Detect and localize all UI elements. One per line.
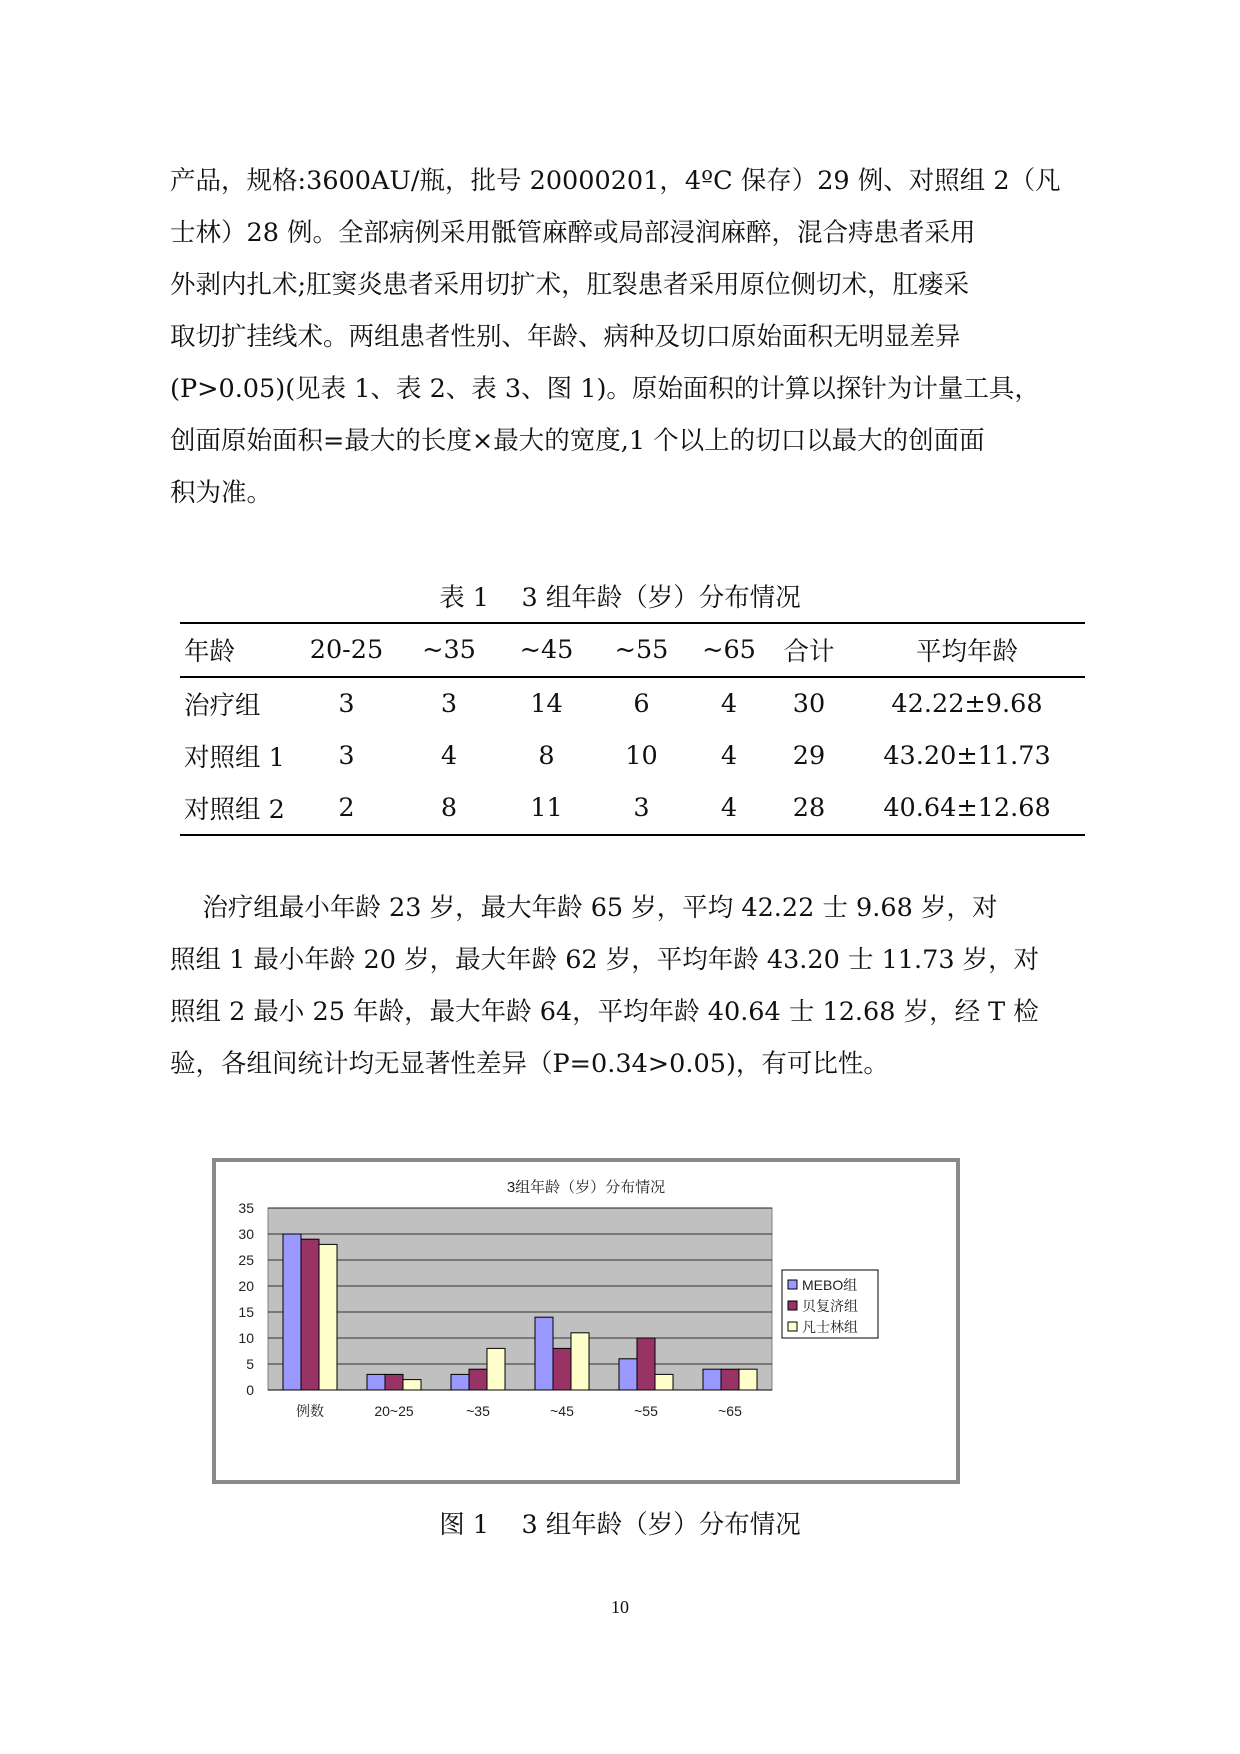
x-tick-label: ~55 — [634, 1403, 658, 1419]
bar — [469, 1369, 487, 1390]
table-caption: 表 1 3 组年龄（岁）分布情况 — [439, 583, 801, 613]
bar — [403, 1380, 421, 1390]
bar — [451, 1374, 469, 1390]
table-cell: 2 — [294, 782, 399, 835]
table-row — [180, 677, 1085, 730]
page-number: 10 — [611, 1597, 629, 1617]
table-header-cell: ~55 — [594, 623, 689, 677]
table-cell: 29 — [792, 741, 826, 771]
bar — [721, 1369, 739, 1390]
bar — [703, 1369, 721, 1390]
text-line: 外剥内扎术;肛窦炎患者采用切扩术，肛裂患者采用原位侧切术，肛瘘采 — [170, 270, 970, 300]
x-tick-label: ~65 — [718, 1403, 742, 1419]
table-row — [180, 782, 1085, 835]
text-line: 验，各组间统计均无显著性差异（P=0.34>0.05)，有可比性。 — [170, 1049, 889, 1079]
text-line: 产品，规格:3600AU/瓶，批号 20000201，4ºC 保存）29 例、对照组 2（凡 — [170, 166, 1061, 196]
text-line: 照组 2 最小 25 年龄，最大年龄 64，平均年龄 40.64 士 12.68 岁，经 T 检 — [170, 997, 1039, 1027]
table-header-cell: ~35 — [399, 623, 499, 677]
legend-swatch — [788, 1301, 797, 1310]
bar — [637, 1338, 655, 1390]
table-cell: 3 — [338, 689, 355, 719]
table-cell: 14 — [530, 689, 563, 719]
table-header-cell: 合计 — [769, 623, 849, 677]
bar — [655, 1374, 673, 1390]
table-header-cell: ~45 — [499, 623, 594, 677]
table-cell: 4 — [720, 689, 738, 719]
y-tick-label: 5 — [246, 1356, 254, 1372]
bar-chart — [216, 1162, 956, 1480]
bar — [301, 1239, 319, 1390]
table-cell: 4 — [440, 741, 458, 771]
bar — [571, 1333, 589, 1390]
y-tick-label: 30 — [238, 1226, 254, 1242]
table-cell: 3 — [594, 782, 689, 835]
table-cell: 30 — [792, 689, 826, 719]
bar — [487, 1348, 505, 1390]
bar — [535, 1317, 553, 1390]
y-tick-label: 20 — [238, 1278, 254, 1294]
table-cell: 11 — [499, 782, 594, 835]
age-distribution-table — [180, 622, 1085, 836]
text-line: 士林）28 例。全部病例采用骶管麻醉或局部浸润麻醉，混合痔患者采用 — [170, 218, 976, 248]
table-header-cell: ~65 — [689, 623, 769, 677]
y-tick-label: 25 — [238, 1252, 254, 1268]
text-line: 照组 1 最小年龄 20 岁，最大年龄 62 岁，平均年龄 43.20 士 11.73 岁，对 — [170, 945, 1040, 975]
bar — [283, 1234, 301, 1390]
paragraph-methods — [170, 155, 1075, 519]
figure-caption: 图 1 3 组年龄（岁）分布情况 — [439, 1510, 801, 1540]
table-cell: 10 — [625, 741, 658, 771]
bar — [385, 1374, 403, 1390]
text-line: 取切扩挂线术。两组患者性别、年龄、病种及切口原始面积无明显差异 — [170, 322, 961, 352]
bar — [739, 1369, 757, 1390]
legend-label: 凡士林组 — [802, 1319, 858, 1335]
table-cell: 治疗组 — [184, 691, 261, 721]
table-header-cell: 20-25 — [294, 623, 399, 677]
table-row — [180, 730, 1085, 782]
y-tick-label: 35 — [238, 1200, 254, 1216]
legend-label: MEBO组 — [802, 1277, 858, 1293]
table-cell: 43.20±11.73 — [883, 741, 1051, 771]
table-cell: 3 — [440, 689, 458, 719]
table-header-row — [180, 623, 1085, 677]
legend-swatch — [788, 1280, 797, 1289]
bar-chart-frame — [212, 1158, 960, 1484]
text-line: (P>0.05)(见表 1、表 2、表 3、图 1)。原始面积的计算以探针为计量工具， — [170, 374, 1040, 404]
table-cell: 6 — [633, 689, 650, 719]
text-line: 治疗组最小年龄 23 岁，最大年龄 65 岁，平均 42.22 士 9.68 岁，对 — [170, 893, 998, 923]
table-cell: 40.64±12.68 — [849, 782, 1085, 835]
bar — [619, 1359, 637, 1390]
chart-title: 3组年龄（岁）分布情况 — [506, 1179, 666, 1196]
legend-label: 贝复济组 — [802, 1298, 858, 1314]
table-cell: 8 — [538, 741, 555, 771]
table-cell: 8 — [399, 782, 499, 835]
x-tick-label: 20~25 — [374, 1403, 414, 1419]
table-cell: 对照组 2 — [180, 782, 294, 835]
y-tick-label: 10 — [238, 1330, 254, 1346]
text-line: 积为准。 — [170, 478, 273, 508]
table-cell: 28 — [769, 782, 849, 835]
bar — [553, 1348, 571, 1390]
table-cell: 4 — [689, 782, 769, 835]
table-cell: 42.22±9.68 — [891, 689, 1043, 719]
paragraph-age-analysis — [170, 882, 1075, 1090]
bar — [319, 1244, 337, 1390]
text-line: 创面原始面积=最大的长度×最大的宽度,1 个以上的切口以最大的创面面 — [170, 426, 985, 456]
table-cell: 3 — [338, 741, 355, 771]
x-tick-label: ~45 — [550, 1403, 574, 1419]
plot-area — [268, 1208, 772, 1390]
table-cell: 4 — [720, 741, 738, 771]
legend-swatch — [788, 1322, 797, 1331]
x-tick-label: 例数 — [296, 1403, 324, 1419]
bar — [367, 1374, 385, 1390]
table-header-cell: 年龄 — [180, 623, 294, 677]
x-tick-label: ~35 — [466, 1403, 490, 1419]
y-tick-label: 0 — [246, 1382, 254, 1398]
table-cell: 对照组 1 — [184, 743, 285, 773]
y-tick-label: 15 — [238, 1304, 254, 1320]
table-header-cell: 平均年龄 — [849, 623, 1085, 677]
